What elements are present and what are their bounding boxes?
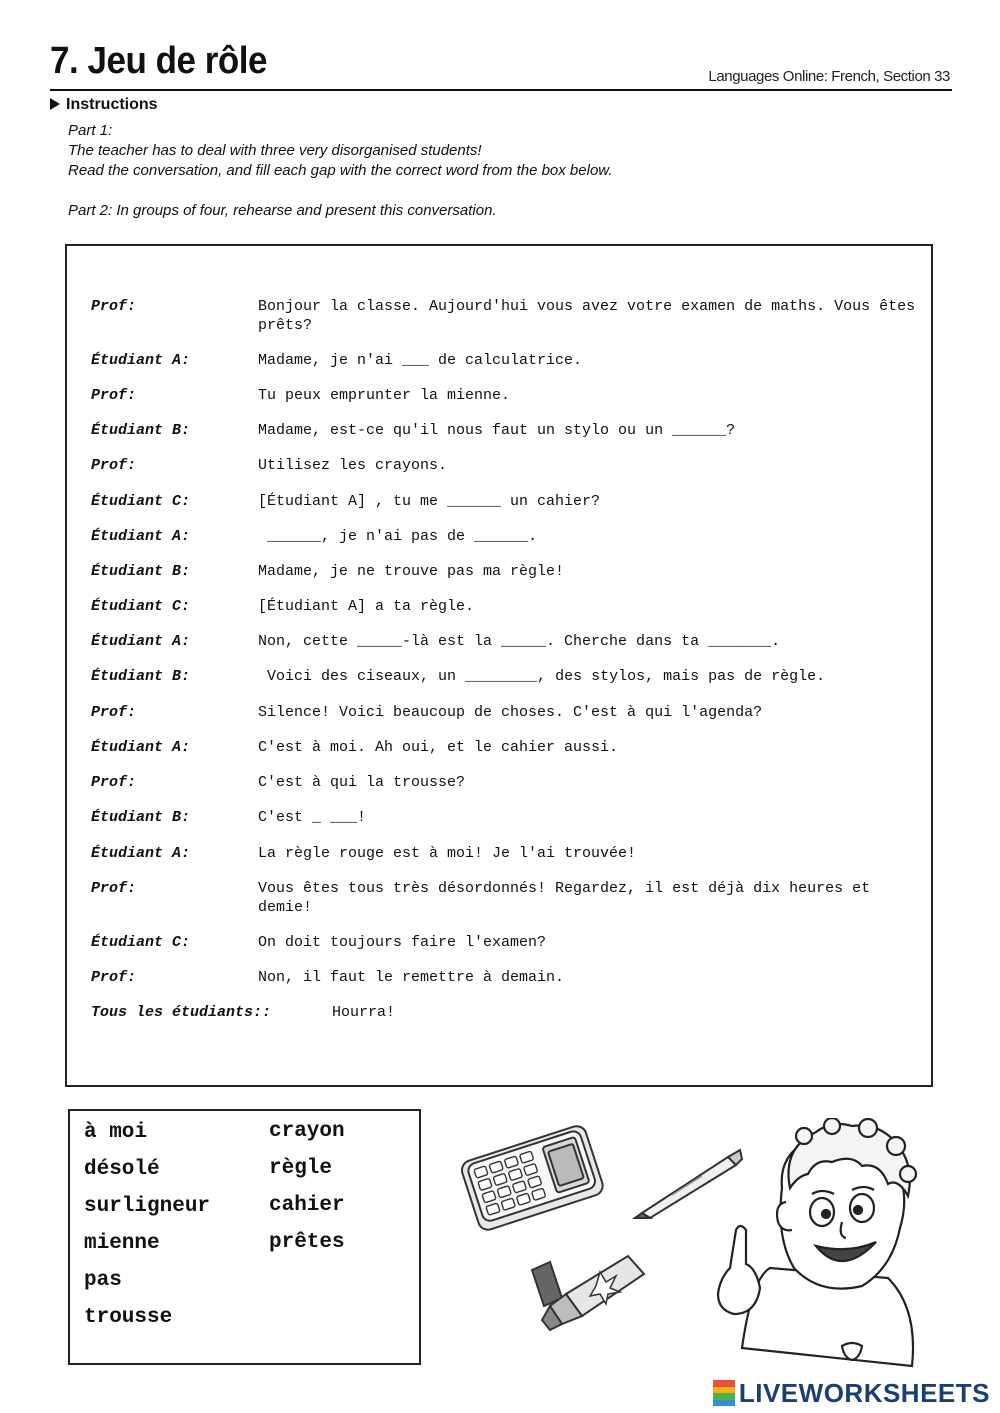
liveworksheets-logo — [713, 1378, 990, 1408]
speech-text: La règle rouge est à moi! Je l'ai trouvée! — [258, 845, 637, 862]
instructions-heading — [50, 96, 158, 114]
speech-text: Voici des ciseaux, un ________, des stylos, mais pas de règle. — [258, 668, 826, 685]
dialogue-box — [65, 244, 933, 1087]
word-bank-item: à moi — [84, 1121, 148, 1144]
speech-text: Bonjour la classe. Aujourd'hui vous avez votre examen de maths. Vous êtes prêts? — [258, 298, 925, 334]
speaker-label: Étudiant A: — [91, 633, 191, 650]
speech-text: [Étudiant A] a ta règle. — [258, 598, 475, 615]
speaker-label: Tous les étudiants:: — [91, 1004, 272, 1021]
speaker-label: Prof: — [91, 387, 137, 404]
calculator-illustration — [455, 1120, 610, 1235]
speaker-label: Prof: — [91, 704, 137, 721]
speaker-label: Prof: — [91, 298, 137, 315]
speech-text: Tu peux emprunter la mienne. — [258, 387, 511, 404]
speech-text: C'est _ ___! — [258, 809, 367, 826]
speech-text: C'est à moi. Ah oui, et le cahier aussi. — [258, 739, 619, 756]
speaker-label: Prof: — [91, 880, 137, 897]
speech-text: Madame, est-ce qu'il nous faut un stylo ou un ______? — [258, 422, 736, 439]
liveworksheets-wordmark: LIVEWORKSHEETS — [738, 1377, 990, 1408]
instructions-heading-label: Instructions — [66, 96, 158, 113]
page-title: 7. Jeu de rôle — [50, 40, 268, 82]
word-bank-item: cahier — [269, 1194, 345, 1217]
speech-text: Non, il faut le remettre à demain. — [258, 969, 565, 986]
instruction-line: Part 2: In groups of four, rehearse and present this conversation. — [68, 202, 497, 219]
speaker-label: Prof: — [91, 457, 137, 474]
speaker-label: Étudiant C: — [91, 934, 191, 951]
speech-text: On doit toujours faire l'examen? — [258, 934, 547, 951]
speech-text: C'est à qui la trousse? — [258, 774, 466, 791]
highlighter-illustration — [520, 1240, 655, 1335]
instructions-text — [68, 121, 612, 221]
pointing-boy-illustration — [712, 1118, 930, 1368]
speaker-label: Prof: — [91, 774, 137, 791]
speaker-label: Étudiant B: — [91, 809, 191, 826]
instruction-line: Part 1: — [68, 122, 113, 139]
speaker-label: Étudiant A: — [91, 739, 191, 756]
triangle-arrow-icon — [50, 98, 60, 110]
speech-text: Madame, je n'ai ___ de calculatrice. — [258, 352, 583, 369]
speech-text: Non, cette _____-là est la _____. Cherche dans ta _______. — [258, 633, 781, 650]
speech-text: Silence! Voici beaucoup de choses. C'est à qui l'agenda? — [258, 704, 763, 721]
word-bank-item: surligneur — [84, 1195, 211, 1218]
header-rule — [50, 89, 952, 91]
speaker-label: Étudiant B: — [91, 668, 191, 685]
word-bank-item: règle — [269, 1157, 333, 1180]
instruction-line: The teacher has to deal with three very disorganised students! — [68, 142, 482, 159]
instruction-line: Read the conversation, and fill each gap with the correct word from the box below. — [68, 162, 613, 179]
speaker-label: Prof: — [91, 969, 137, 986]
word-bank-item: mienne — [84, 1232, 160, 1255]
speech-text: Vous êtes tous très désordonnés! Regardez, il est déjà dix heures et demie! — [258, 880, 880, 916]
speaker-label: Étudiant A: — [91, 352, 191, 369]
speaker-label: Étudiant B: — [91, 422, 191, 439]
word-bank-item: crayon — [269, 1120, 345, 1143]
speaker-label: Étudiant A: — [91, 528, 191, 545]
speaker-label: Étudiant B: — [91, 563, 191, 580]
speaker-label: Étudiant C: — [91, 493, 191, 510]
word-bank-item: désolé — [84, 1158, 160, 1181]
speech-text: Hourra! — [332, 1004, 396, 1021]
word-bank-item: prêtes — [269, 1231, 345, 1254]
source-label: Languages Online: French, Section 33 — [708, 68, 950, 85]
liveworksheets-badge-icon — [713, 1380, 735, 1406]
word-bank-item: trousse — [84, 1306, 173, 1329]
word-bank-box — [68, 1109, 421, 1365]
speaker-label: Étudiant A: — [91, 845, 191, 862]
speech-text: Utilisez les crayons. — [258, 457, 448, 474]
speaker-label: Étudiant C: — [91, 598, 191, 615]
speech-text: Madame, je ne trouve pas ma règle! — [258, 563, 565, 580]
speech-text: [Étudiant A] , tu me ______ un cahier? — [258, 493, 601, 510]
word-bank-item: pas — [84, 1269, 122, 1292]
speech-text: ______, je n'ai pas de ______. — [258, 528, 538, 545]
